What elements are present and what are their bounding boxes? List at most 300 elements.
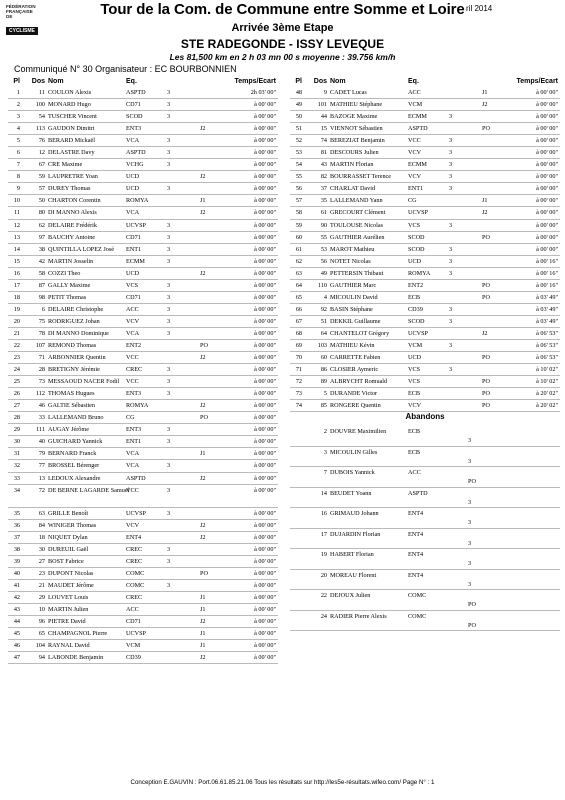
cell-name: DEJOUX Julien [330,592,371,600]
cell-category: 3 [468,560,472,568]
cell-team: ASPTD [126,149,146,157]
cell-time: à 03' 49" [536,293,558,301]
table-row [8,436,278,448]
table-row [290,147,560,159]
cell-bib: 97 [38,233,45,241]
cell-category: 3 [167,438,171,446]
cell-bib: 92 [320,305,327,313]
cell-bib: 82 [320,173,327,181]
cell-name: LAUPRETRE Yoan [48,173,98,181]
table-row [8,207,278,219]
cell-place: 39 [13,557,20,565]
cell-subcategory: PO [482,378,490,386]
cell-name: CADET Lucas [330,89,367,96]
cell-bib: 6 [41,305,45,313]
abandon-row [290,549,560,570]
cell-time: à 00' 00" [536,173,558,181]
cell-team: ACC [408,469,421,477]
cell-time: à 20' 02" [536,390,558,398]
cell-bib: 40 [38,438,45,446]
cell-time: à 00' 00" [254,605,276,613]
table-row [8,220,278,232]
cell-place: 13 [13,233,20,241]
cell-name: LABONDE Benjamin [48,654,104,662]
cell-team: COMC [126,569,145,577]
cell-name: WINIGER Thomas [48,521,97,529]
cell-bib: 80 [38,209,45,217]
cell-subcategory: J2 [200,533,206,541]
cell-subcategory: J2 [200,354,206,362]
cell-name: PETIT Thomas [48,293,87,301]
table-row [8,400,278,412]
cell-place: 37 [13,533,20,541]
abandon-row [290,426,560,447]
cell-time: à 00' 00" [536,233,558,241]
cell-bib: 20 [320,571,327,579]
cell-place: 62 [295,257,302,265]
cell-team: ROMYA [126,197,149,205]
cell-name: MARTIN Josselin [48,257,94,265]
table-row [8,544,278,556]
cell-team: COMC [126,581,145,589]
cell-place: 7 [16,161,20,169]
table-row [290,171,560,183]
table-row [8,412,278,424]
table-row [8,424,278,436]
cell-place: 27 [13,402,20,410]
cell-category: 3 [167,305,171,313]
cell-bib: 11 [39,89,45,96]
header-eq: Eq. [126,78,137,85]
cell-time: à 00' 00" [254,173,276,181]
cell-place: 48 [295,89,302,96]
cell-time: à 03' 49" [536,317,558,325]
cell-time: à 00' 00" [254,390,276,398]
cell-time: à 00' 00" [254,305,276,313]
cell-time: à 00' 00" [254,354,276,362]
table-row [8,123,278,135]
cell-bib: 111 [36,426,45,434]
logo-line-2: FRANÇAISE [6,9,33,14]
cell-bib: 113 [35,125,45,133]
abandon-row [290,447,560,468]
table-row [290,268,560,280]
cell-subcategory: PO [200,414,208,422]
cell-category: 3 [449,137,453,145]
cell-name: TOULOUSE Nicolas [330,221,383,229]
table-row [8,364,278,376]
cell-place: 72 [295,378,302,386]
cell-time: à 00' 00" [536,245,558,253]
cell-name: DUREY Thomas [48,185,91,193]
cell-place: 59 [295,221,302,229]
cell-category: 3 [468,519,472,527]
cell-category: 3 [167,149,171,157]
cell-name: BRETIGNY Jérémie [48,366,100,374]
cell-time: à 00' 00" [254,378,276,386]
cell-time: à 00' 16" [536,281,558,289]
table-row [290,328,560,340]
cell-time: à 10' 02" [536,378,558,386]
table-row [8,640,278,652]
cell-team: ENT2 [126,341,142,349]
cell-category: PO [468,478,476,486]
table-row [8,316,278,328]
cell-time: à 00' 00" [254,402,276,410]
cell-name: RODRIGUEZ Johan [48,317,100,325]
table-row [290,183,560,195]
abandon-row [290,590,560,611]
cell-category: 3 [167,185,171,193]
cell-time: à 00' 00" [254,545,276,553]
table-row [8,340,278,352]
cell-bib: 81 [320,149,327,157]
header-pl: Pl [295,78,302,85]
cell-bib: 3 [323,448,327,456]
cell-team: CREC [126,545,143,553]
cell-time: à 00' 00" [536,197,558,205]
communique-line: Communiqué N° 30 Organisateur : EC BOURBONNIEN [14,64,237,74]
cell-time: à 00' 00" [254,462,276,470]
cell-name: DELAIRE Frédérik [48,221,97,229]
table-row [290,256,560,268]
cell-team: VCC [408,137,421,145]
cell-name: COZZI Theo [48,269,81,277]
table-row [8,111,278,123]
cell-bib: 37 [320,185,327,193]
cell-place: 28 [13,414,20,422]
table-row [290,159,560,171]
cell-name: BOST Fabrice [48,557,84,565]
table-row [8,256,278,268]
cell-name: DURANDE Victor [330,390,378,398]
cell-place: 18 [13,293,20,301]
cell-name: DI MANNO Dominique [48,329,109,337]
cell-team: VCV [126,317,140,325]
cell-name: BROSSEL Bérenger [48,462,100,470]
cell-category: 3 [449,317,453,325]
cell-team: VCA [126,137,140,145]
header-temps: Temps/Ecart [234,78,276,85]
table-row [290,340,560,352]
logo-line-3: DE [6,14,13,19]
cell-subcategory: PO [482,354,490,362]
cell-time: à 00' 00" [536,221,558,229]
table-row [290,123,560,135]
cell-name: DEKKIL Guillaume [330,317,381,325]
cell-bib: 101 [317,101,327,109]
table-row [8,268,278,280]
cell-category: PO [468,621,476,629]
abandons-list [290,426,560,631]
cell-team: VCV [408,149,422,157]
cell-name: GAUTHIER Marc [330,281,377,289]
cell-name: GRILLE Benoît [48,509,89,517]
cell-name: MARTIN Julien [48,605,89,613]
cell-name: THOMAS Hugues [48,390,95,398]
cell-name: QUINTILLA LOPEZ José [48,245,114,253]
cell-bib: 50 [38,197,45,205]
cell-category: 3 [449,257,453,265]
cell-team: VCS [408,221,421,229]
cell-team: VCS [126,281,139,289]
table-row [8,580,278,592]
cell-time: à 00' 00" [254,149,276,157]
table-row [290,316,560,328]
cell-bib: 28 [38,366,45,374]
cell-bib: 73 [38,378,45,386]
cell-name: PIETRE David [48,617,86,625]
cell-place: 33 [13,474,20,482]
cell-place: 3 [16,113,20,121]
cell-bib: 86 [320,366,327,374]
cell-place: 16 [13,269,20,277]
cell-bib: 23 [38,569,45,577]
cell-bib: 49 [320,269,327,277]
cell-place: 60 [295,233,302,241]
cell-time: 2h 03' 00" [250,89,276,96]
cell-name: DUJARDIN Florian [330,530,381,538]
table-row [8,556,278,568]
cell-category: 3 [167,329,171,337]
cell-team: CREC [126,366,143,374]
abandon-row [290,508,560,529]
cell-name: HABERT Florian [330,551,374,559]
cell-name: LALLEMAND Bruno [48,414,104,422]
cell-place: 35 [13,509,20,517]
cell-team: VCS [408,378,421,386]
results-column-right [290,76,560,631]
cell-time: à 00' 00" [254,569,276,577]
cell-team: ASPTD [126,474,146,482]
cell-team: ENT4 [408,571,424,579]
cell-team: VCA [126,209,140,217]
cell-place: 54 [295,161,302,169]
cell-team: ECMM [126,257,145,265]
cell-subcategory: J1 [200,642,206,650]
cell-place: 61 [295,245,302,253]
cell-name: VIENNOT Sébastien [330,125,383,133]
cell-team: ASPTD [126,89,146,96]
cell-bib: 60 [320,354,327,362]
cell-category: 3 [167,317,171,325]
cell-category: 3 [449,245,453,253]
table-row [8,87,278,99]
footer-credits: Conception E.GAUVIN : Port.06.61.85.21.06 Tous les résultats sur http://les5e-résultats.wifeo.com/ Page N° : 1 [130,779,435,786]
cell-time: à 00' 00" [254,221,276,229]
table-row [290,99,560,111]
cell-name: LALLEMAND Yann [330,197,383,205]
cell-bib: 14 [320,489,327,497]
cell-name: MOREAU Florent [330,571,377,579]
abandon-row [290,529,560,550]
cell-team: UCD [126,173,140,181]
cell-place: 66 [295,305,302,313]
cell-team: VCM [408,101,423,109]
cell-bib: 64 [320,329,327,337]
cell-bib: 46 [38,402,45,410]
abandon-row [290,488,560,509]
cell-subcategory: PO [200,569,208,577]
cell-place: 46 [13,642,20,650]
cell-place: 31 [13,450,20,458]
cell-bib: 112 [35,390,45,398]
cell-category: 3 [167,378,171,386]
cell-time: à 00' 00" [254,209,276,217]
cell-team: UCVSP [408,209,428,217]
abandon-row [290,611,560,632]
cell-place: 14 [13,245,20,253]
cell-bib: 100 [35,101,45,109]
cell-place: 22 [13,341,20,349]
cell-place: 9 [16,185,20,193]
cell-team: ENT3 [126,390,142,398]
cell-subcategory: J2 [482,209,488,217]
table-row [8,460,278,472]
header-pl: Pl [13,78,20,85]
cell-team: VCA [126,329,140,337]
cell-bib: 7 [323,469,327,477]
cell-name: COULON Alexis [48,89,92,96]
cell-bib: 79 [38,450,45,458]
cell-time: à 00' 00" [254,557,276,565]
table-row [8,232,278,244]
cell-team: VCM [408,341,423,349]
cell-time: à 00' 00" [254,101,276,109]
cell-time: à 00' 00" [254,521,276,529]
table-row [8,520,278,532]
cell-category: 3 [449,113,453,121]
cell-team: ECB [408,390,421,398]
cell-time: à 20' 02" [536,402,558,410]
table-row [8,448,278,460]
cell-category: 3 [167,281,171,289]
cell-category: 3 [449,221,453,229]
cell-bib: 65 [38,630,45,638]
cell-name: LEDOUX Alexandre [48,474,101,482]
cell-place: 5 [16,137,20,145]
cell-name: BERNARD Franck [48,450,97,458]
cell-subcategory: J2 [200,474,206,482]
cell-name: BERARD Mickaël [48,137,95,145]
cell-subcategory: J2 [200,617,206,625]
cell-category: 3 [167,426,171,434]
cell-subcategory: J1 [200,450,206,458]
cell-team: ECMM [408,161,427,169]
header-eq: Eq. [408,78,419,85]
table-row [8,183,278,195]
table-row [8,280,278,292]
cell-category: 3 [167,233,171,241]
cell-team: CG [408,197,417,205]
table-row [8,616,278,628]
cell-time: à 00' 00" [254,245,276,253]
cell-category: 3 [167,137,171,145]
header-dos: Dos [313,78,327,85]
cell-place: 26 [13,390,20,398]
cell-team: ENT1 [408,185,424,193]
cell-place: 19 [13,305,20,313]
cell-team: CREC [126,593,143,601]
cell-bib: 51 [320,317,327,325]
cell-category: 3 [449,366,453,374]
cell-subcategory: J1 [482,89,488,96]
results-column-left [8,76,278,664]
cell-category: 3 [449,161,453,169]
table-row [290,87,560,99]
cell-time: à 00' 00" [254,185,276,193]
cell-bib: 90 [320,221,327,229]
cell-time: à 00' 00" [254,366,276,374]
cell-team: UCVSP [126,509,146,517]
cell-subcategory: J1 [200,593,206,601]
cell-team: CD71 [126,293,141,301]
cell-category: 3 [468,580,472,588]
cell-bib: 9 [323,89,327,96]
cell-time: à 00' 00" [254,474,276,482]
cell-name: CARRETTE Fabien [330,354,381,362]
table-row [8,304,278,316]
cell-team: ENT1 [126,245,142,253]
cell-category: 3 [468,498,472,506]
cell-time: à 00' 00" [254,426,276,434]
cell-time: à 00' 00" [254,197,276,205]
cell-time: à 00' 00" [254,269,276,277]
cell-time: à 00' 00" [254,581,276,589]
cell-subcategory: PO [482,281,490,289]
cell-name: NOTET Nicolas [330,257,371,265]
cell-team: ENT4 [408,530,424,538]
cell-bib: 24 [320,612,327,620]
cell-place: 52 [295,137,302,145]
cell-bib: 110 [317,281,327,289]
cell-name: BEREZIAT Benjamin [330,137,385,145]
cell-bib: 76 [38,137,45,145]
cell-bib: 16 [320,510,327,518]
cell-subcategory: J2 [200,209,206,217]
cell-bib: 44 [320,113,327,121]
stage-label: Arrivée 3ème Etape [231,22,334,34]
cell-bib: 61 [320,209,327,217]
cell-time: à 00' 00" [254,630,276,638]
cell-team: VCHG [126,161,144,169]
cell-time: à 06' 53" [536,341,558,349]
cell-time: à 00' 00" [254,329,276,337]
cell-team: ECB [408,293,421,301]
cell-place: 63 [295,269,302,277]
cell-time: à 00' 16" [536,269,558,277]
cell-name: MAUDET Jérôme [48,581,94,589]
cell-team: ECB [408,428,421,436]
cell-subcategory: PO [482,125,490,133]
cell-bib: 98 [38,293,45,301]
cell-place: 49 [295,101,302,109]
cell-bib: 62 [38,221,45,229]
results-body-right [290,87,560,412]
cell-team: ENT4 [408,510,424,518]
cell-time: à 00' 00" [254,414,276,422]
cell-team: ENT1 [126,438,142,446]
cell-name: DUPONT Nicolas [48,569,94,577]
cell-time: à 00' 00" [254,293,276,301]
cell-team: COMC [408,612,427,620]
cell-place: 34 [13,486,20,494]
cell-team: VCA [126,450,140,458]
table-row [8,508,278,520]
cell-time: à 00' 00" [536,89,558,96]
cell-name: GALLY Maxime [48,281,91,289]
cell-subcategory: J1 [200,605,206,613]
